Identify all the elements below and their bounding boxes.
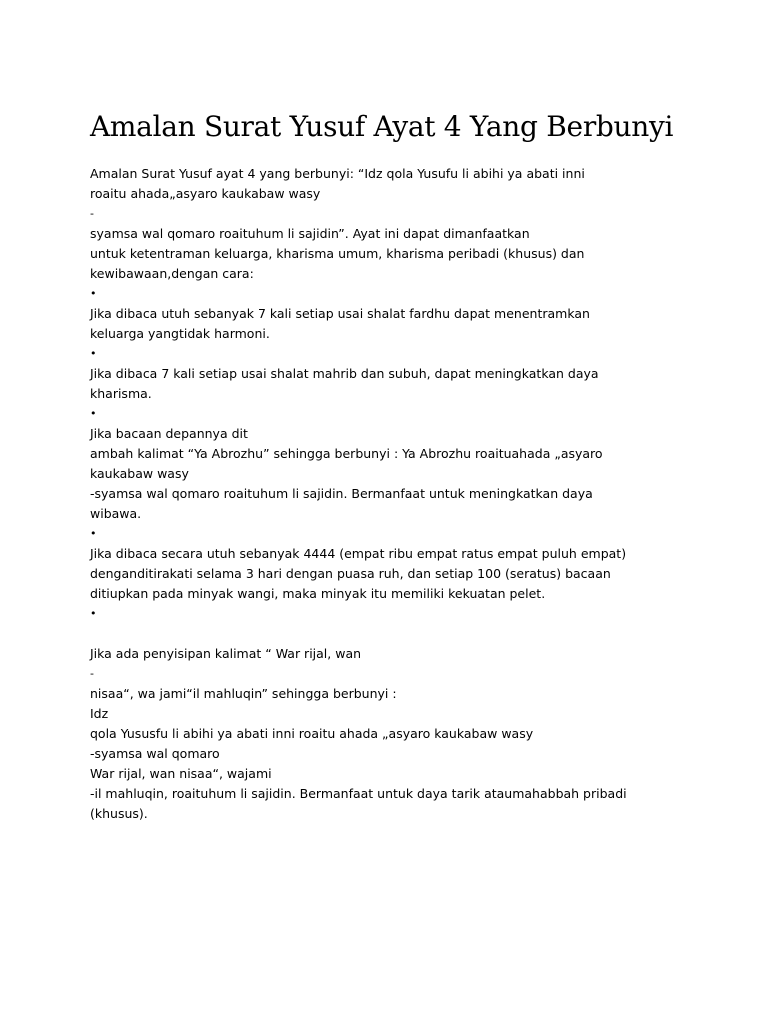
bullet-mark: • — [90, 347, 97, 360]
body-line: -syamsa wal qomaro — [90, 746, 220, 761]
body-line: Jika ada penyisipan kalimat “ War rijal, wan — [90, 646, 362, 661]
body-line: kharisma. — [90, 386, 152, 401]
body-line: Amalan Surat Yusuf ayat 4 yang berbunyi: “Idz qola Yusufu li abihi ya abati inni — [90, 166, 585, 181]
body-line: -il mahluqin, roaituhum li sajidin. Bermanfaat untuk daya tarik ataumahabbah pribadi — [90, 786, 627, 801]
body-line: untuk ketentraman keluarga, kharisma umum, kharisma peribadi (khusus) dan — [90, 246, 585, 261]
bullet-mark: • — [90, 287, 97, 300]
body-line: -syamsa wal qomaro roaituhum li sajidin. Bermanfaat untuk meningkatkan daya — [90, 486, 593, 501]
body-line: Idz — [90, 706, 109, 721]
body-line: nisaa“, wa jami“il mahluqin” sehingga berbunyi : — [90, 686, 397, 701]
body-line: Jika dibaca 7 kali setiap usai shalat mahrib dan subuh, dapat meningkatkan daya — [90, 366, 599, 381]
body-line: denganditirakati selama 3 hari dengan puasa ruh, dan setiap 100 (seratus) bacaan — [90, 566, 611, 581]
body-line: Jika dibaca secara utuh sebanyak 4444 (empat ribu empat ratus empat puluh empat) — [90, 546, 627, 561]
body-line: ditiupkan pada minyak wangi, maka minyak itu memiliki kekuatan pelet. — [90, 586, 546, 601]
document-body — [90, 164, 690, 824]
bullet-mark: • — [90, 407, 97, 420]
body-line: (khusus). — [90, 806, 148, 821]
bullet-mark: • — [90, 527, 97, 540]
document-title: Amalan Surat Yusuf Ayat 4 Yang Berbunyi — [90, 110, 674, 143]
dash-mark: - — [90, 207, 94, 220]
body-line: kaukabaw wasy — [90, 466, 189, 481]
body-line: Jika dibaca utuh sebanyak 7 kali setiap usai shalat fardhu dapat menentramkan — [90, 306, 590, 321]
bullet-mark: • — [90, 607, 97, 620]
body-line: kewibawaan,dengan cara: — [90, 266, 254, 281]
body-line: War rijal, wan nisaa“, wajami — [90, 766, 272, 781]
dash-mark: - — [90, 667, 94, 680]
body-line: roaitu ahada„asyaro kaukabaw wasy — [90, 186, 321, 201]
body-line: wibawa. — [90, 506, 142, 521]
body-line: syamsa wal qomaro roaituhum li sajidin”. Ayat ini dapat dimanfaatkan — [90, 226, 530, 241]
body-line: Jika bacaan depannya dit — [90, 426, 248, 441]
body-line: keluarga yangtidak harmoni. — [90, 326, 270, 341]
body-line: qola Yususfu li abihi ya abati inni roaitu ahada „asyaro kaukabaw wasy — [90, 726, 534, 741]
body-line: ambah kalimat “Ya Abrozhu” sehingga berbunyi : Ya Abrozhu roaituahada „asyaro — [90, 446, 603, 461]
blank-line — [90, 624, 690, 644]
